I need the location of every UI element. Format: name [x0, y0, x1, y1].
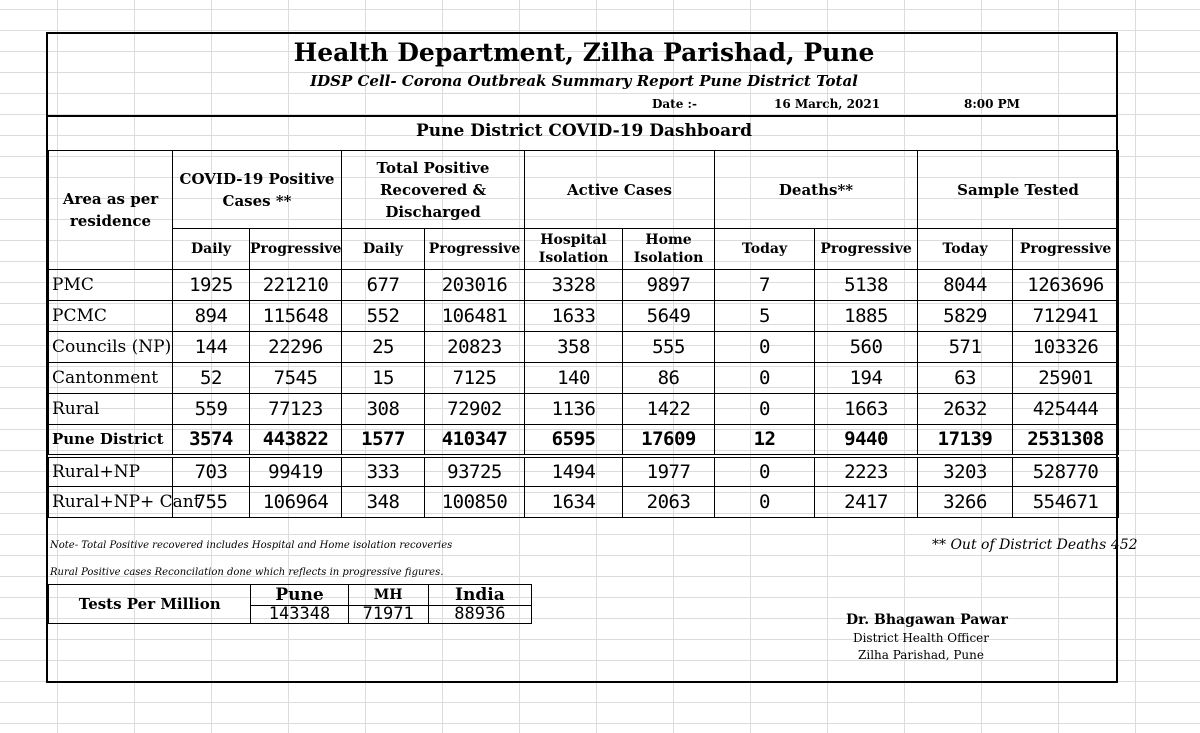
- date-label: Date :-: [652, 97, 697, 111]
- value-cell: 25901: [1013, 363, 1119, 394]
- tpm-value-india: 88936: [428, 606, 531, 624]
- value-cell: 140: [525, 363, 623, 394]
- value-cell: 1925: [173, 270, 250, 301]
- value-cell: 677: [342, 270, 425, 301]
- table-row: [49, 394, 1119, 425]
- signatory-role: District Health Officer: [852, 631, 990, 645]
- value-cell: 144: [173, 332, 250, 363]
- value-cell: 52: [173, 363, 250, 394]
- dashboard-title: Pune District COVID-19 Dashboard: [415, 121, 753, 141]
- value-cell: 106481: [425, 301, 525, 332]
- value-cell: 63: [918, 363, 1013, 394]
- positive-progressive-header: Progressive: [250, 229, 342, 270]
- table-row: [49, 301, 1119, 332]
- area-name-cell: PMC: [49, 270, 173, 301]
- value-cell: 3574: [173, 425, 250, 456]
- value-cell: 77123: [250, 394, 342, 425]
- table-row: [49, 363, 1119, 394]
- value-cell: 1663: [815, 394, 918, 425]
- tpm-header-mh: MH: [348, 585, 428, 606]
- table-row: [49, 332, 1119, 363]
- positive-cases-header: COVID-19 Positive Cases **: [173, 151, 342, 229]
- value-cell: 528770: [1013, 456, 1119, 487]
- value-cell: 12: [715, 425, 815, 456]
- recovered-progressive-header: Progressive: [425, 229, 525, 270]
- deaths-progressive-header: Progressive: [815, 229, 918, 270]
- table-row: [49, 487, 1119, 518]
- area-name-cell: Councils (NP): [49, 332, 173, 363]
- value-cell: 333: [342, 456, 425, 487]
- out-of-district-deaths: ** Out of District Deaths 452: [932, 537, 1138, 553]
- value-cell: 20823: [425, 332, 525, 363]
- value-cell: 86: [623, 363, 715, 394]
- signatory-org: Zilha Parishad, Pune: [858, 648, 984, 662]
- value-cell: 358: [525, 332, 623, 363]
- report-subtitle: IDSP Cell- Corona Outbreak Summary Report Pune District Total: [310, 72, 858, 90]
- value-cell: 7545: [250, 363, 342, 394]
- value-cell: 1633: [525, 301, 623, 332]
- area-name-cell: PCMC: [49, 301, 173, 332]
- value-cell: 1422: [623, 394, 715, 425]
- value-cell: 15: [342, 363, 425, 394]
- value-cell: 2531308: [1013, 425, 1119, 456]
- value-cell: 25: [342, 332, 425, 363]
- value-cell: 5: [715, 301, 815, 332]
- value-cell: 5829: [918, 301, 1013, 332]
- recovered-daily-header: Daily: [342, 229, 425, 270]
- value-cell: 203016: [425, 270, 525, 301]
- value-cell: 3328: [525, 270, 623, 301]
- value-cell: 2063: [623, 487, 715, 518]
- value-cell: 348: [342, 487, 425, 518]
- value-cell: 1977: [623, 456, 715, 487]
- value-cell: 2632: [918, 394, 1013, 425]
- value-cell: 0: [715, 332, 815, 363]
- samples-progressive-header: Progressive: [1013, 229, 1119, 270]
- value-cell: 0: [715, 456, 815, 487]
- table-row: [49, 425, 1119, 456]
- header-divider: [48, 115, 1118, 117]
- value-cell: 559: [173, 394, 250, 425]
- tpm-value-mh: 71971: [348, 606, 428, 624]
- value-cell: 3266: [918, 487, 1013, 518]
- time-value: 8:00 PM: [964, 97, 1020, 111]
- area-name-cell: Rural+NP+ Cant: [49, 487, 173, 518]
- value-cell: 712941: [1013, 301, 1119, 332]
- value-cell: 308: [342, 394, 425, 425]
- value-cell: 5649: [623, 301, 715, 332]
- table-row: [49, 456, 1119, 487]
- tpm-header-pune: Pune: [251, 585, 348, 606]
- table-row: [49, 270, 1119, 301]
- value-cell: 0: [715, 394, 815, 425]
- value-cell: 194: [815, 363, 918, 394]
- tests-per-million-table: [48, 584, 532, 624]
- value-cell: 7: [715, 270, 815, 301]
- value-cell: 17609: [623, 425, 715, 456]
- area-name-cell: Cantonment: [49, 363, 173, 394]
- value-cell: 0: [715, 487, 815, 518]
- recovered-header: Total Positive Recovered & Discharged: [342, 151, 525, 229]
- tpm-value-pune: 143348: [251, 606, 348, 624]
- value-cell: 5138: [815, 270, 918, 301]
- value-cell: 1577: [342, 425, 425, 456]
- covid-summary-table: [48, 150, 1119, 518]
- value-cell: 72902: [425, 394, 525, 425]
- area-header: Area as per residence: [49, 151, 173, 270]
- signatory-name: Dr. Bhagawan Pawar: [846, 612, 1008, 628]
- value-cell: 103326: [1013, 332, 1119, 363]
- value-cell: 9897: [623, 270, 715, 301]
- reconciliation-note: Rural Positive cases Reconcilation done which reflects in progressive figures.: [50, 567, 444, 578]
- value-cell: 106964: [250, 487, 342, 518]
- value-cell: 755: [173, 487, 250, 518]
- value-cell: 554671: [1013, 487, 1119, 518]
- value-cell: 2223: [815, 456, 918, 487]
- area-name-cell: Pune District: [49, 425, 173, 456]
- deaths-header: Deaths**: [715, 151, 918, 229]
- tests-per-million-label: Tests Per Million: [49, 585, 251, 624]
- value-cell: 7125: [425, 363, 525, 394]
- value-cell: 0: [715, 363, 815, 394]
- value-cell: 8044: [918, 270, 1013, 301]
- home-isolation-header: Home Isolation: [623, 229, 715, 270]
- value-cell: 1136: [525, 394, 623, 425]
- value-cell: 221210: [250, 270, 342, 301]
- value-cell: 1885: [815, 301, 918, 332]
- value-cell: 1494: [525, 456, 623, 487]
- report-sheet: [46, 32, 1138, 683]
- date-value: 16 March, 2021: [774, 97, 881, 111]
- value-cell: 560: [815, 332, 918, 363]
- active-cases-header: Active Cases: [525, 151, 715, 229]
- value-cell: 2417: [815, 487, 918, 518]
- report-title: Health Department, Zilha Parishad, Pune: [293, 38, 875, 67]
- area-name-cell: Rural+NP: [49, 456, 173, 487]
- value-cell: 17139: [918, 425, 1013, 456]
- recovery-note: Note- Total Positive recovered includes Hospital and Home isolation recoveries: [50, 540, 453, 551]
- value-cell: 1263696: [1013, 270, 1119, 301]
- value-cell: 99419: [250, 456, 342, 487]
- hospital-isolation-header: Hospital Isolation: [525, 229, 623, 270]
- value-cell: 3203: [918, 456, 1013, 487]
- value-cell: 555: [623, 332, 715, 363]
- sample-tested-header: Sample Tested: [918, 151, 1119, 229]
- tpm-header-india: India: [428, 585, 531, 606]
- value-cell: 571: [918, 332, 1013, 363]
- value-cell: 425444: [1013, 394, 1119, 425]
- value-cell: 22296: [250, 332, 342, 363]
- positive-daily-header: Daily: [173, 229, 250, 270]
- value-cell: 93725: [425, 456, 525, 487]
- value-cell: 100850: [425, 487, 525, 518]
- value-cell: 443822: [250, 425, 342, 456]
- value-cell: 894: [173, 301, 250, 332]
- value-cell: 115648: [250, 301, 342, 332]
- deaths-today-header: Today: [715, 229, 815, 270]
- value-cell: 703: [173, 456, 250, 487]
- area-name-cell: Rural: [49, 394, 173, 425]
- value-cell: 552: [342, 301, 425, 332]
- value-cell: 1634: [525, 487, 623, 518]
- value-cell: 9440: [815, 425, 918, 456]
- samples-today-header: Today: [918, 229, 1013, 270]
- value-cell: 410347: [425, 425, 525, 456]
- value-cell: 6595: [525, 425, 623, 456]
